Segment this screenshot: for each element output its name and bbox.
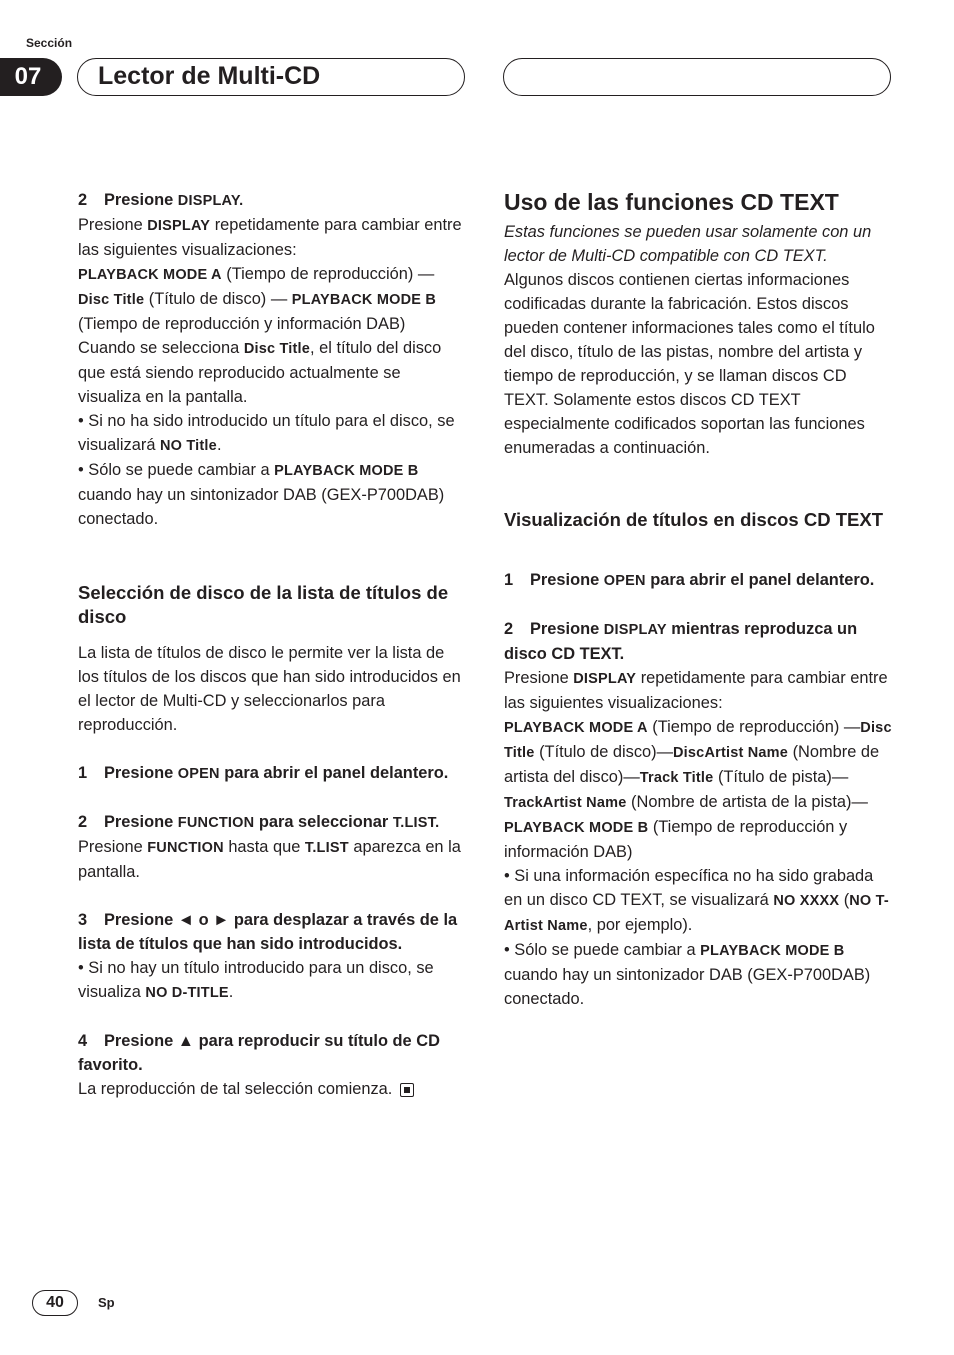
step-3-bullet: • Si no hay un título introducido para un disco, se visualiza NO D-TITLE.	[78, 959, 434, 1001]
step-4-body: La reproducción de tal selección comienza.	[78, 1077, 466, 1101]
step-2-function-body: Presione FUNCTION hasta que T.LIST aparezca en la pantalla.	[78, 838, 461, 881]
section-heading-cd-text: Uso de las funciones CD TEXT	[504, 189, 839, 215]
step-1-open: 1 Presione OPEN para abrir el panel delantero.	[78, 764, 449, 782]
page-number: 40	[32, 1290, 78, 1316]
step-1-open-right: 1 Presione OPEN para abrir el panel delantero.	[504, 571, 875, 589]
subsection-heading-disc-title-list: Selección de disco de la lista de títulos de disco	[78, 582, 449, 627]
step-2-function: 2 Presione FUNCTION para seleccionar T.LIST.	[78, 813, 440, 831]
chapter-title: Lector de Multi-CD	[77, 58, 465, 96]
step-2-display-right: 2 Presione DISPLAY mientras reproduzca un disco CD TEXT.	[504, 620, 858, 663]
left-column	[78, 188, 466, 1101]
subsection-intro: La lista de títulos de disco le permite ver la lista de los títulos de los discos que han sido introducidos en el lector de Multi-CD y seleccionarlos para reproducción.	[78, 644, 461, 734]
end-of-section-icon	[400, 1083, 414, 1097]
cd-text-intro-italic: Estas funciones se pueden usar solamente con un lector de Multi-CD compatible con CD TEXT.	[504, 223, 872, 265]
step-2-display-right-body: Presione DISPLAY repetidamente para cambiar entre las siguientes visualizaciones: PLAYBACK MODE A (Tiempo de reproducción) —Disc Title (Título de disco)—DiscArtist Name (Nombre de artista del disco)—Track Title (Título de pista)—TrackArtist Name (Nombre de artista de la pista)—PLAYBACK MODE B (Tiempo de reproducción y información DAB) • Si una información específica no ha sido grabada en un disco CD TEXT, se visualizará NO XXXX (NO T-Artist Name, por ejemplo). • Sólo se puede cambiar a PLAYBACK MODE B cuando hay un sintonizador DAB (GEX-P700DAB) conectado.	[504, 669, 892, 1008]
subsection-heading-cd-text-titles: Visualización de títulos en discos CD TEXT	[504, 509, 883, 530]
section-label: Sección	[26, 36, 73, 50]
chapter-number: 07	[0, 58, 62, 96]
language-code: Sp	[98, 1295, 115, 1310]
chapter-title-box-empty	[503, 58, 891, 96]
right-column	[504, 188, 892, 1011]
step-2-body: Presione DISPLAY repetidamente para cambiar entre las siguientes visualizaciones: PLAYBACK MODE A (Tiempo de reproducción) — Disc Title (Título de disco) — PLAYBACK MODE B (Tiempo de reproducción y información DAB) Cuando se selecciona Disc Title, el título del disco que está siendo reproducido actualmente se visualiza en la pantalla. • Si no ha sido introducido un título para el disco, se visualizará NO Title. • Sólo se puede cambiar a PLAYBACK MODE B cuando hay un sintonizador DAB (GEX-P700DAB) conectado.	[78, 216, 462, 528]
step-4-play: 4 Presione ▲ para reproducir su título de CD favorito.	[78, 1032, 440, 1074]
step-2-display: 2 Presione DISPLAY.	[78, 191, 244, 209]
cd-text-intro-body: Algunos discos contienen ciertas informaciones codificadas durante la fabricación. Estos discos pueden contener informaciones tales como el título del disco, título de las pistas, nombre del artista y tiempo de reproducción, y se llaman discos CD TEXT. Solamente estos discos CD TEXT especialmente codificados soportan las funciones enumeradas a continuación.	[504, 271, 875, 457]
step-3-scroll: 3 Presione ◄ o ► para desplazar a través de la lista de títulos que han sido introducidos.	[78, 911, 458, 953]
